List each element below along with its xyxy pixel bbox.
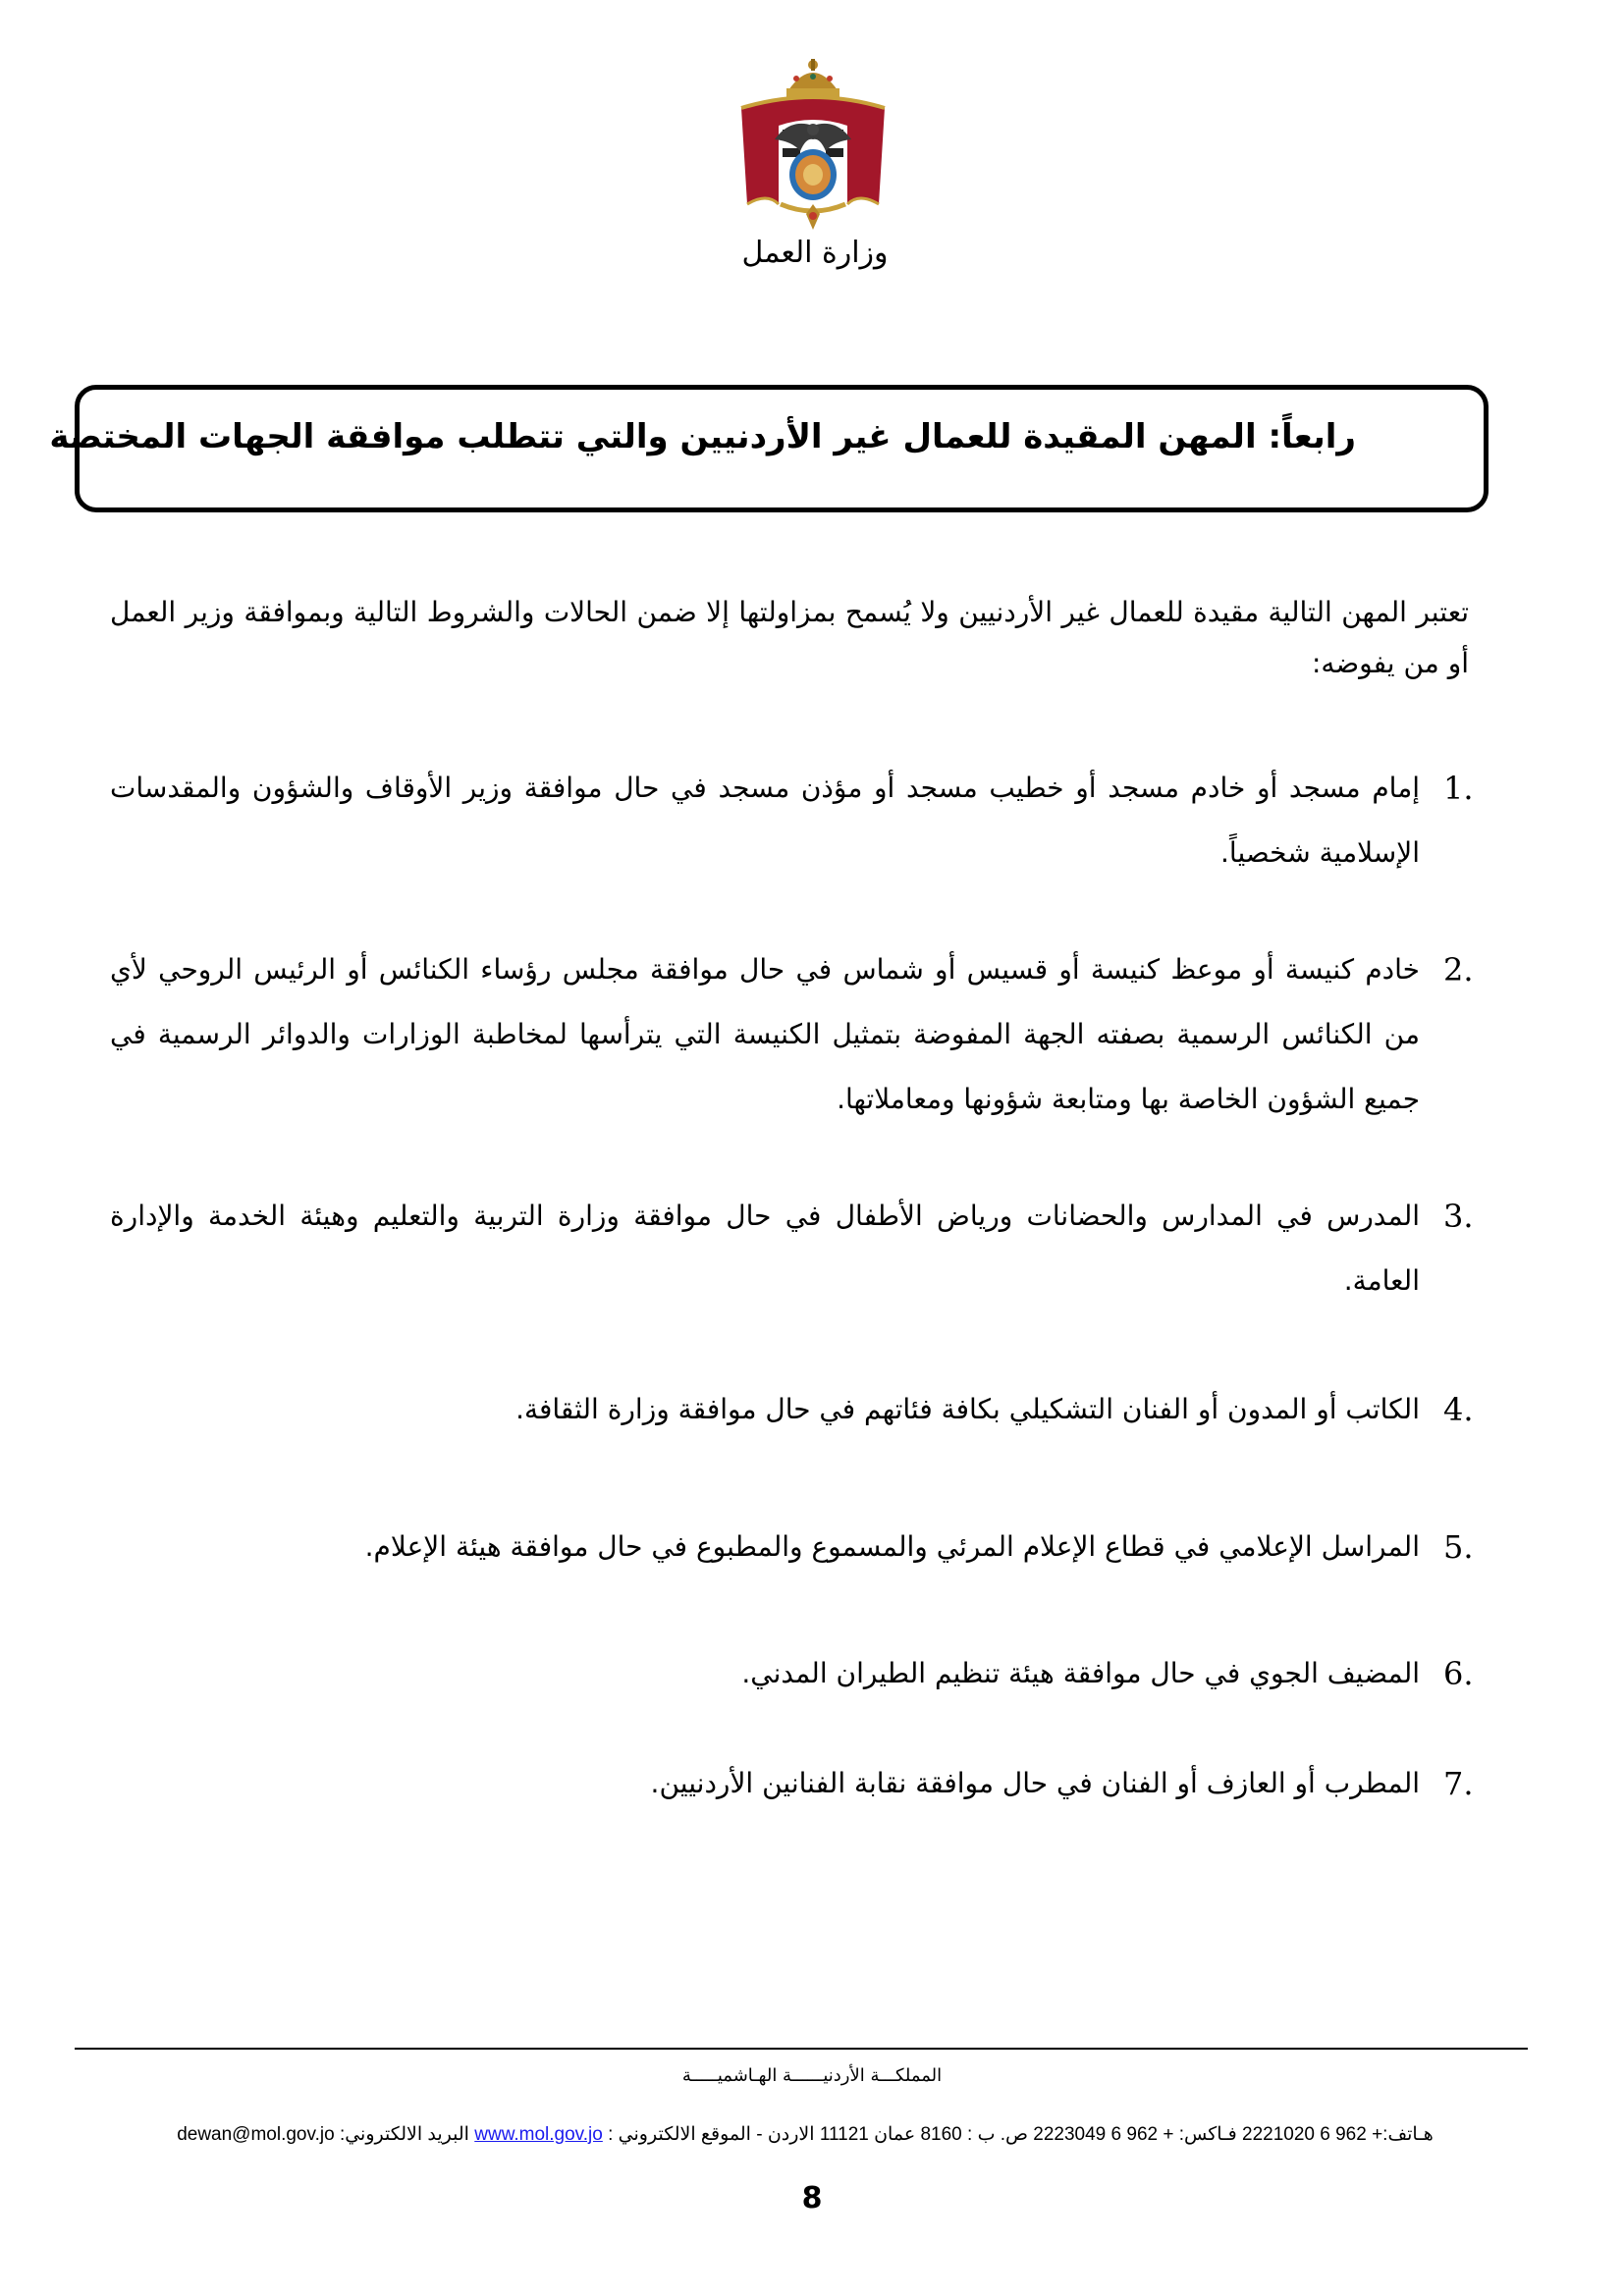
section-title: رابعاً: المهن المقيدة للعمال غير الأردنيين والتي تتطلب موافقة الجهات المختصة: [49, 417, 1356, 456]
email-label: البريد الالكتروني:: [339, 2124, 469, 2145]
list-item-text: المدرس في المدارس والحضانات ورياض الأطفال في حال موافقة وزارة التربية والتعليم وهيئة الخدمة والإدارة العامة.: [110, 1200, 1420, 1297]
list-item-number: 3.: [1443, 1198, 1474, 1235]
list-item-number: 1.: [1443, 770, 1474, 807]
list-item-text: المطرب أو العازف أو الفنان في حال موافقة نقابة الفنانين الأردنيين.: [650, 1767, 1420, 1799]
list-item-text: المضيف الجوي في حال موافقة هيئة تنظيم الطيران المدني.: [741, 1657, 1420, 1689]
list-item: [110, 937, 1492, 1132]
list-item-number: 7.: [1443, 1765, 1474, 1802]
email-address[interactable]: dewan@mol.gov.jo: [177, 2124, 335, 2145]
page-number: 8: [801, 2181, 823, 2216]
list-item-text: المراسل الإعلامي في قطاع الإعلام المرئي والمسموع والمطبوع في حال موافقة هيئة الإعلام.: [364, 1530, 1420, 1563]
list-item: [110, 1377, 1492, 1442]
footer-contact-details: هـاتف:+ 962 6 2221020 فـاكس: + 962 6 2223049 ص. ب : 8160 عمان 11121 الاردن - الموقع الالكتروني :: [608, 2124, 1434, 2145]
footer-divider: [75, 2048, 1528, 2050]
website-link[interactable]: www.mol.gov.jo: [474, 2124, 603, 2145]
list-item-text: الكاتب أو المدون أو الفنان التشكيلي بكافة فئاتهم في حال موافقة وزارة الثقافة.: [515, 1393, 1420, 1425]
list-item: [110, 756, 1492, 885]
list-item-text: خادم كنيسة أو موعظ كنيسة أو قسيس أو شماس في حال موافقة مجلس رؤساء الكنائس أو الرئيس الروحي لأي من الكنائس الرسمية بصفته الجهة المفوضة بتمثيل الكنيسة التي يترأسها لمخاطبة الوزارات والدوائر الرسمية في جميع الشؤون الخاصة بها ومتابعة شؤونها ومعاملاتها.: [110, 953, 1420, 1115]
intro-paragraph: تعتبر المهن التالية مقيدة للعمال غير الأردنيين ولا يُسمح بمزاولتها إلا ضمن الحالات والشروط التالية وبموافقة وزير العمل أو من يفوضه:: [110, 596, 1469, 679]
list-item: [110, 1751, 1492, 1816]
list-item-text: إمام مسجد أو خادم مسجد أو خطيب مسجد أو مؤذن مسجد في حال موافقة وزير الأوقاف والشؤون والمقدسات الإسلامية شخصياً.: [110, 772, 1420, 869]
footer-kingdom: المملكـــة الأردنيــــــة الهـاشميـــــة: [681, 2065, 943, 2086]
list-item-number: 6.: [1443, 1655, 1474, 1692]
list-item-number: 2.: [1443, 951, 1474, 988]
list-item: [110, 1515, 1492, 1579]
list-item: [110, 1184, 1492, 1313]
footer-contact: [108, 2123, 1502, 2146]
list-item-number: 5.: [1443, 1528, 1474, 1566]
list-item: [110, 1641, 1492, 1706]
jordan-coat-of-arms-icon: [731, 57, 894, 234]
section-title-box: [49, 385, 1489, 512]
ministry-name: وزارة العمل: [741, 236, 889, 270]
list-item-number: 4.: [1443, 1391, 1474, 1428]
